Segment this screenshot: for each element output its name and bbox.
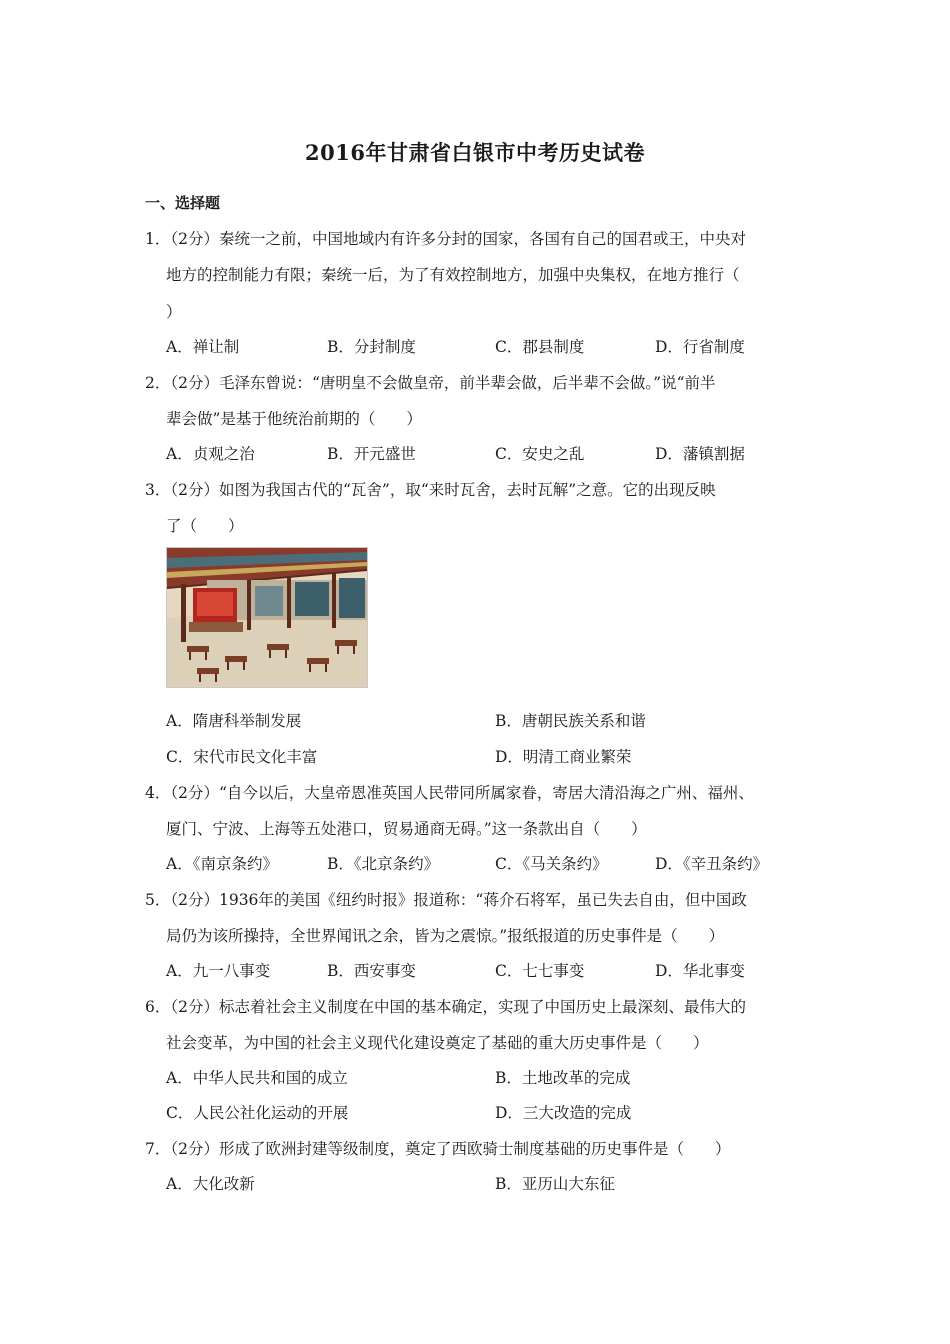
question-4-option-c[interactable]: C．《马关条约》 — [495, 855, 608, 873]
washe-illustration — [166, 547, 368, 688]
question-2-option-a[interactable]: A．贞观之治 — [166, 445, 255, 463]
question-1-option-d[interactable]: D．行省制度 — [655, 338, 745, 356]
washe-illustration-drawing — [167, 548, 367, 687]
question-6-option-c[interactable]: C．人民公社化运动的开展 — [166, 1104, 349, 1122]
question-4-line-2: 厦门、宁波、上海等五处港口，贸易通商无碍。”这一条款出自（ ） — [166, 820, 647, 838]
question-3-option-c[interactable]: C．宋代市民文化丰富 — [166, 748, 318, 766]
question-1-line-3: ） — [166, 303, 182, 321]
question-5-option-a[interactable]: A．九一八事变 — [166, 962, 271, 980]
question-3-line-1: 3．（2分）如图为我国古代的“瓦舍”，取“来时瓦舍，去时瓦解”之意。它的出现反映 — [145, 481, 716, 499]
question-3-option-b[interactable]: B．唐朝民族关系和谐 — [495, 712, 646, 730]
question-6-option-d[interactable]: D．三大改造的完成 — [495, 1104, 632, 1122]
question-5-option-d[interactable]: D．华北事变 — [655, 962, 745, 980]
question-1-option-b[interactable]: B．分封制度 — [327, 338, 416, 356]
question-6-line-1: 6．（2分）标志着社会主义制度在中国的基本确定，实现了中国历史上最深刻、最伟大的 — [145, 998, 746, 1016]
section-heading: 一、选择题 — [145, 194, 221, 212]
question-7-line-1: 7．（2分）形成了欧洲封建等级制度，奠定了西欧骑士制度基础的历史事件是（ ） — [145, 1140, 731, 1158]
question-4-option-d[interactable]: D．《辛丑条约》 — [655, 855, 769, 873]
question-2-line-2: 辈会做”是基于他统治前期的（ ） — [166, 410, 422, 428]
question-5-line-2: 局仍为该所操持，全世界闻讯之余，皆为之震惊。”报纸报道的历史事件是（ ） — [166, 927, 725, 945]
question-7-option-a[interactable]: A．大化改新 — [166, 1175, 255, 1193]
question-3-option-d[interactable]: D．明清工商业繁荣 — [495, 748, 632, 766]
page-title: 2016年甘肃省白银市中考历史试卷 — [305, 140, 645, 165]
question-1-option-c[interactable]: C．郡县制度 — [495, 338, 585, 356]
question-3-line-2: 了（ ） — [166, 517, 244, 535]
question-5-line-1: 5．（2分）1936年的美国《纽约时报》报道称：“蒋介石将军，虽已失去自由，但中国政 — [145, 891, 747, 909]
question-5-option-b[interactable]: B．西安事变 — [327, 962, 416, 980]
question-6-option-a[interactable]: A．中华人民共和国的成立 — [166, 1069, 348, 1087]
question-5-option-c[interactable]: C．七七事变 — [495, 962, 585, 980]
question-2-line-1: 2．（2分）毛泽东曾说：“唐明皇不会做皇帝，前半辈会做，后半辈不会做。”说“前半 — [145, 374, 716, 392]
question-1-line-1: 1．（2分）秦统一之前，中国地域内有许多分封的国家，各国有自己的国君或王，中央对 — [145, 230, 746, 248]
question-2-option-d[interactable]: D．藩镇割据 — [655, 445, 745, 463]
question-6-line-2: 社会变革，为中国的社会主义现代化建设奠定了基础的重大历史事件是（ ） — [166, 1034, 709, 1052]
question-2-option-b[interactable]: B．开元盛世 — [327, 445, 416, 463]
question-4-line-1: 4．（2分）“自今以后，大皇帝恩准英国人民带同所属家眷，寄居大清沿海之广州、福州、 — [145, 784, 754, 802]
question-4-option-b[interactable]: B．《北京条约》 — [327, 855, 440, 873]
question-2-option-c[interactable]: C．安史之乱 — [495, 445, 585, 463]
question-1-line-2: 地方的控制能力有限；秦统一后，为了有效控制地方，加强中央集权，在地方推行（ — [166, 266, 740, 284]
question-6-option-b[interactable]: B．土地改革的完成 — [495, 1069, 631, 1087]
question-1-option-a[interactable]: A．禅让制 — [166, 338, 240, 356]
question-4-option-a[interactable]: A．《南京条约》 — [166, 855, 278, 873]
question-3-option-a[interactable]: A．隋唐科举制发展 — [166, 712, 302, 730]
question-7-option-b[interactable]: B．亚历山大东征 — [495, 1175, 615, 1193]
